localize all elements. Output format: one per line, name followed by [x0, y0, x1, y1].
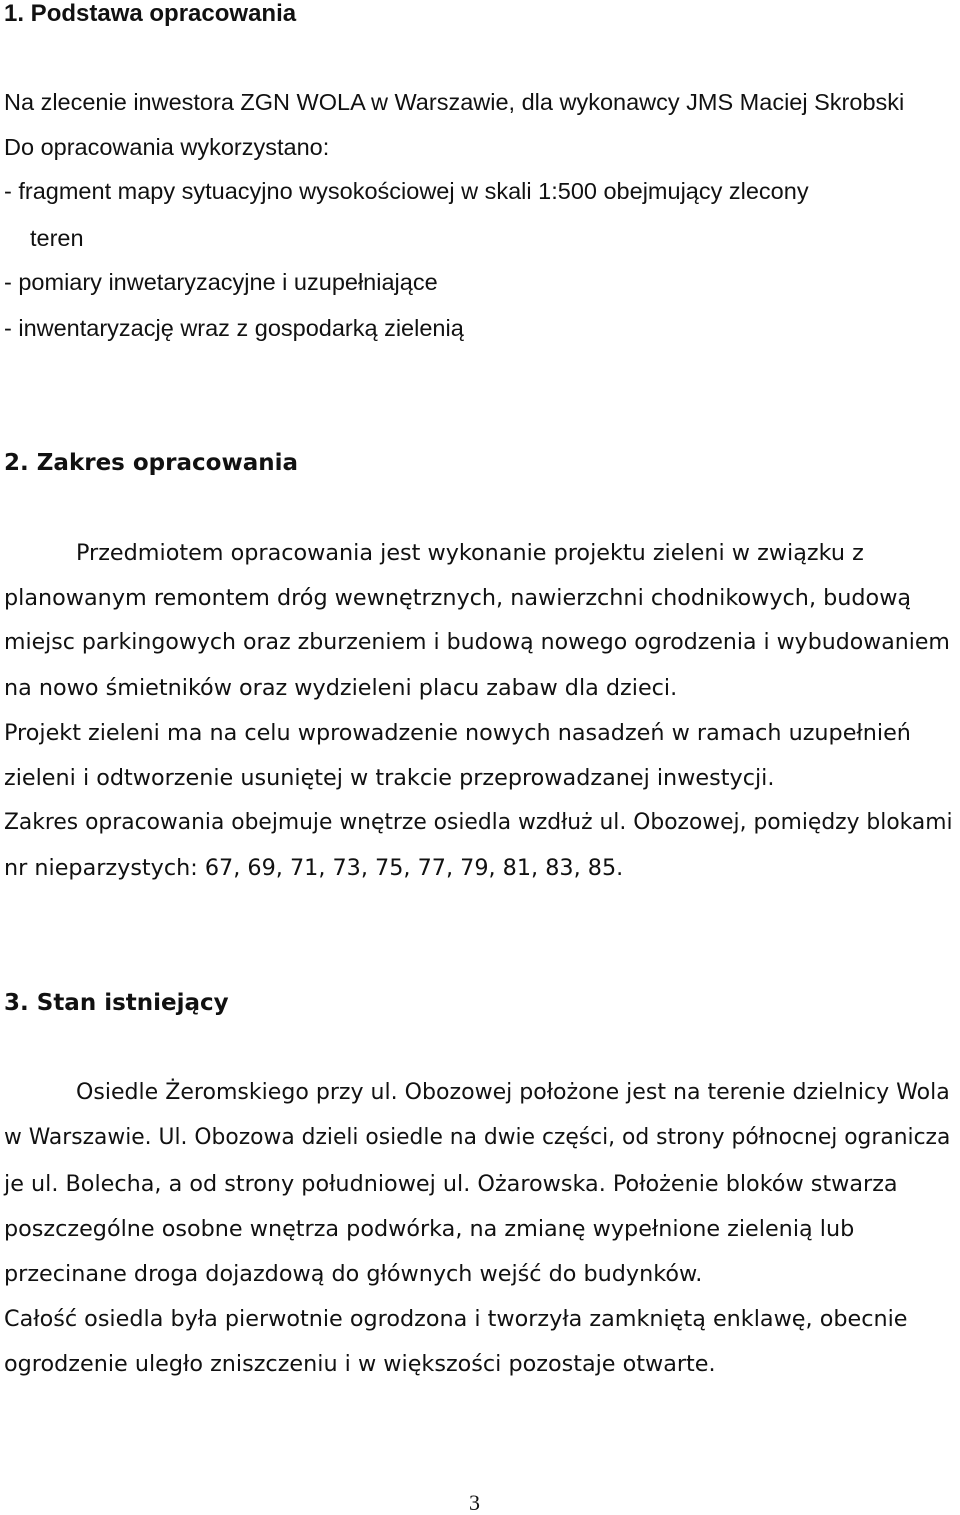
section-1-line: teren: [30, 225, 84, 251]
section-1-line: Na zlecenie inwestora ZGN WOLA w Warszawie, dla wykonawcy JMS Maciej Skrobski: [4, 89, 905, 115]
section-3-line: w Warszawie. Ul. Obozowa dzieli osiedle na dwie części, od strony północnej ogranicza: [4, 1125, 951, 1150]
section-3-heading: 3. Stan istniejący: [4, 990, 229, 1016]
section-2-heading: 2. Zakres opracowania: [4, 450, 298, 476]
section-3-line: ogrodzenie uległo zniszczeniu i w większości pozostaje otwarte.: [4, 1351, 716, 1377]
section-1-line: - pomiary inwetaryzacyjne i uzupełniające: [4, 269, 438, 295]
page-number: 3: [469, 1490, 480, 1515]
section-2-line: zieleni i odtworzenie usuniętej w trakcie przeprowadzanej inwestycji.: [4, 765, 775, 791]
section-3-line: je ul. Bolecha, a od strony południowej ul. Ożarowska. Położenie bloków stwarza: [4, 1171, 898, 1197]
section-2-line: planowanym remontem dróg wewnętrznych, nawierzchni chodnikowych, budową: [4, 585, 912, 611]
section-3-line: poszczególne osobne wnętrza podwórka, na zmianę wypełnione zielenią lub: [4, 1216, 855, 1242]
section-3-line: przecinane droga dojazdową do głównych wejść do budynków.: [4, 1261, 703, 1287]
section-2-line: miejsc parkingowych oraz zburzeniem i budową nowego ogrodzenia i wybudowaniem: [4, 630, 950, 655]
section-2-line: na nowo śmietników oraz wydzieleni placu zabaw dla dzieci.: [4, 675, 678, 701]
section-2-line: Projekt zieleni ma na celu wprowadzenie nowych nasadzeń w ramach uzupełnień: [4, 720, 911, 746]
section-1-line: Do opracowania wykorzystano:: [4, 134, 330, 160]
section-2-line: nr nieparzystych: 67, 69, 71, 73, 75, 77, 79, 81, 83, 85.: [4, 855, 624, 881]
section-1-heading: 1. Podstawa opracowania: [4, 0, 297, 27]
section-1-line: - inwentaryzację wraz z gospodarką zielenią: [4, 315, 464, 341]
section-1-line: - fragment mapy sytuacyjno wysokościowej w skali 1:500 obejmujący zlecony: [4, 178, 809, 204]
section-3-line: Osiedle Żeromskiego przy ul. Obozowej położone jest na terenie dzielnicy Wola: [76, 1080, 950, 1105]
section-2-line: Zakres opracowania obejmuje wnętrze osiedla wzdłuż ul. Obozowej, pomiędzy blokami: [4, 810, 953, 835]
section-2-line: Przedmiotem opracowania jest wykonanie projektu zieleni w związku z: [76, 540, 864, 566]
section-3-line: Całość osiedla była pierwotnie ogrodzona i tworzyła zamkniętą enklawę, obecnie: [4, 1306, 908, 1332]
